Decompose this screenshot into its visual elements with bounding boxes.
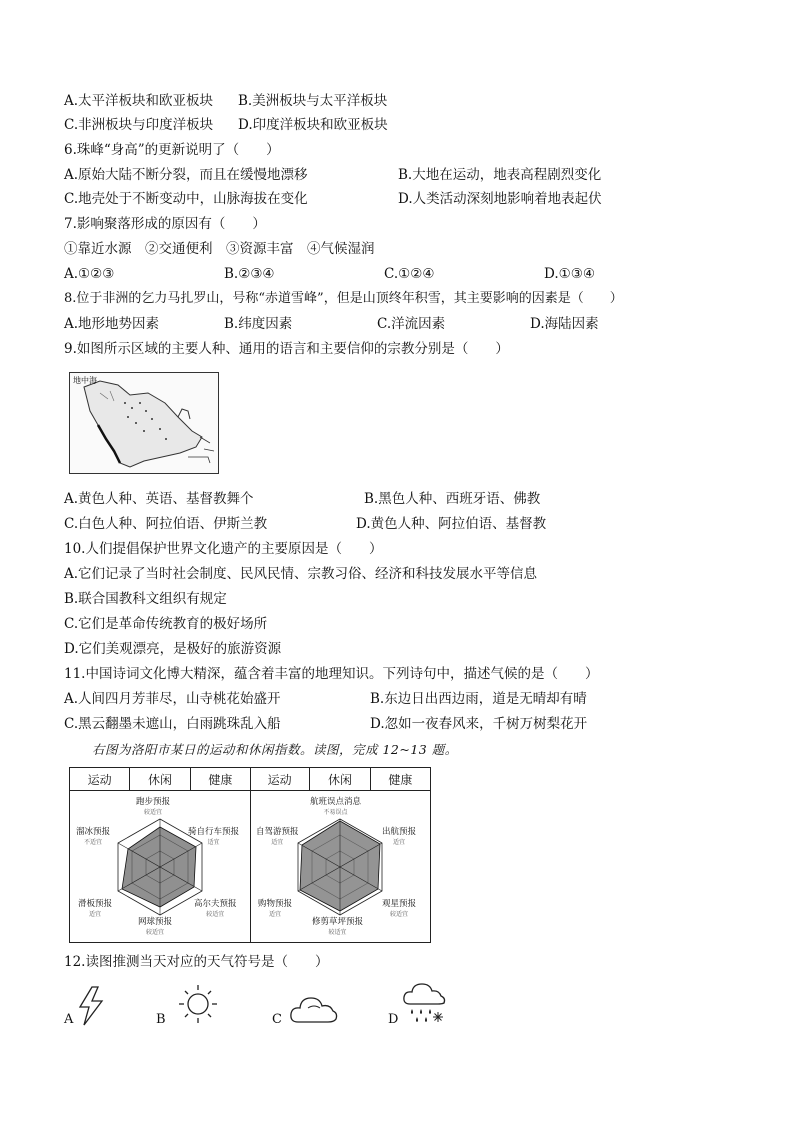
q9-option-c: C.白色人种、阿拉伯语、伊斯兰教: [64, 516, 268, 532]
q5-option-b: B.美洲板块与太平洋板块: [238, 93, 388, 109]
q12-option-a-label: A: [64, 1012, 74, 1027]
label-self-drive: 自驾游预报 适宜: [256, 827, 299, 846]
q11-option-a: A.人间四月芳菲尽，山寺桃花始盛开: [64, 691, 281, 707]
label-flight-delay: 航班误点消息 不易误点: [310, 797, 362, 816]
q5-option-d: D.印度洋板块和欧亚板块: [238, 117, 388, 133]
radar-header-left: [70, 768, 250, 790]
q5-option-a: A.太平洋板块和欧亚板块: [64, 93, 214, 109]
q12-option-b-label: B: [156, 1012, 166, 1027]
q10-option-c: C.它们是革命传统教育的极好场所: [64, 616, 268, 632]
q8-option-a: A.地形地势因素: [64, 316, 160, 332]
q11-option-d: D.忽如一夜春风来，千树万树梨花开: [370, 716, 588, 732]
q12-stem: 12.读图推测当天对应的天气符号是（ ）: [64, 954, 329, 970]
label-lawn-mowing: 修剪草坪预报 较适宜: [312, 917, 364, 936]
sun-icon: [170, 984, 226, 1024]
q10-option-a: A.它们记录了当时社会制度、民风民情、宗教习俗、经济和科技发展水平等信息: [64, 566, 538, 582]
header-health-left: 健康: [208, 772, 233, 787]
figure-caption: 右图为洛阳市某日的运动和休闲指数。读图，完成 12~13 题。: [92, 742, 458, 757]
q8-option-c: C.洋流因素: [377, 316, 446, 332]
rain-snow-icon: [400, 982, 450, 1026]
q8-option-b: B.纬度因素: [224, 316, 293, 332]
q6-option-a: A.原始大陆不断分裂，而且在缓慢地漂移: [64, 167, 308, 183]
label-cycling: 骑自行车预报 适宜: [188, 827, 240, 846]
radar-panel-sport: [70, 791, 250, 942]
radar-header-right: [250, 768, 430, 790]
q9-option-b: B.黑色人种、西班牙语、佛教: [364, 491, 541, 507]
q9-stem: 9.如图所示区域的主要人种、通用的语言和主要信仰的宗教分别是（ ）: [64, 341, 509, 357]
arabian-peninsula-map: [69, 372, 219, 474]
q10-option-d: D.它们美观漂亮，是极好的旅游资源: [64, 641, 282, 657]
q6-option-c: C.地壳处于不断变动中，山脉海拔在变化: [64, 191, 308, 207]
q11-stem: 11.中国诗词文化博大精深，蕴含着丰富的地理知识。下列诗句中，描述气候的是（ ）: [64, 666, 599, 682]
q10-stem: 10.人们提倡保护世界文化遗产的主要原因是（ ）: [64, 541, 383, 557]
q6-stem: 6.珠峰“身高”的更新说明了（ ）: [64, 142, 280, 158]
radar-panel-leisure: [250, 791, 430, 942]
header-leisure-left: 休闲: [130, 768, 190, 790]
q7-option-b: B.②③④: [224, 266, 275, 282]
q9-option-a: A.黄色人种、英语、基督教舞个: [64, 491, 254, 507]
q8-stem: 8.位于非洲的乞力马扎罗山，号称“赤道雪峰”，但是山顶终年积雪，其主要影响的因素是（ ）: [64, 291, 623, 306]
q7-option-c: C.①②④: [384, 266, 435, 282]
q7-option-d: D.①③④: [544, 266, 595, 282]
label-shopping: 购物预报 适宜: [258, 899, 293, 918]
q9-option-d: D.黄色人种、阿拉伯语、基督教: [356, 516, 547, 532]
label-skating: 溜冰预报 不适宜: [76, 827, 111, 846]
q7-stem: 7.影响聚落形成的原因有（ ）: [64, 216, 266, 232]
q12-option-c-label: C: [272, 1012, 282, 1027]
q6-option-d: D.人类活动深刻地影响着地表起伏: [398, 191, 602, 207]
map-outline: [70, 373, 218, 473]
header-health-right: 健康: [388, 772, 413, 787]
q11-option-b: B.东边日出西边雨，道是无晴却有晴: [370, 691, 587, 707]
q8-option-d: D.海陆因素: [530, 316, 599, 332]
label-tennis: 网球预报 较适宜: [138, 917, 173, 936]
q7-factors: ①靠近水源 ②交通便利 ③资源丰富 ④气候湿润: [64, 241, 375, 257]
map-label-mediterranean: 地中海: [73, 376, 97, 385]
q6-option-b: B.大地在运动，地表高程剧烈变化: [398, 167, 602, 183]
cloud-icon: [288, 992, 340, 1026]
q5-option-c: C.非洲板块与印度洋板块: [64, 117, 214, 133]
label-skateboard: 滑板预报 适宜: [78, 899, 113, 918]
header-leisure-right: 休闲: [310, 768, 370, 790]
label-stargazing: 观星预报 较适宜: [382, 899, 417, 918]
label-golf: 高尔夫预报 较适宜: [194, 899, 237, 918]
q7-option-a: A.①②③: [64, 266, 115, 282]
header-sport-right: 运动: [250, 768, 310, 790]
q10-option-b: B.联合国教科文组织有规定: [64, 591, 227, 607]
lightning-icon: [76, 985, 106, 1027]
label-running: 跑步预报 较适宜: [136, 797, 171, 816]
label-sailing: 出航预报 适宜: [382, 827, 417, 846]
sport-leisure-index-figure: [69, 767, 431, 943]
q11-option-c: C.黑云翻墨未遮山，白雨跳珠乱入船: [64, 716, 281, 732]
header-sport-left: 运动: [70, 768, 130, 790]
q12-option-d-label: D: [388, 1012, 399, 1027]
